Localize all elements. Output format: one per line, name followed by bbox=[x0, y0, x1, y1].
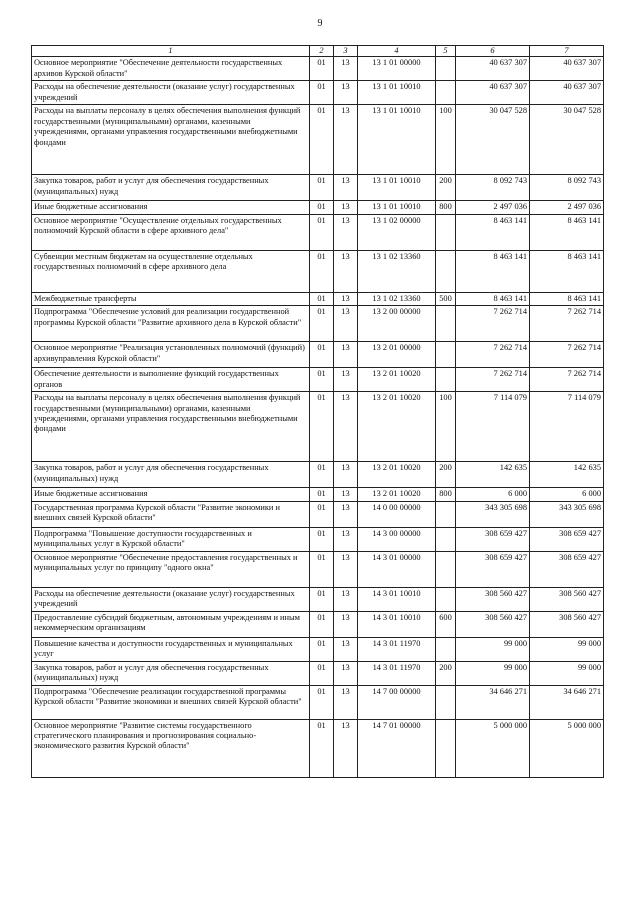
row-target-code: 14 3 01 10010 bbox=[358, 611, 436, 637]
row-subsection-code: 13 bbox=[334, 661, 358, 685]
row-amount-year-1: 2 497 036 bbox=[456, 201, 530, 214]
row-amount-year-2: 308 560 427 bbox=[530, 611, 604, 637]
row-target-code: 13 1 01 10010 bbox=[358, 175, 436, 201]
row-amount-year-1: 142 635 bbox=[456, 462, 530, 488]
table-row bbox=[32, 661, 604, 685]
table-row bbox=[32, 81, 604, 105]
row-target-code: 13 1 02 00000 bbox=[358, 214, 436, 250]
row-description: Закупка товаров, работ и услуг для обеспечения государственных (муниципальных) нужд bbox=[32, 661, 310, 685]
row-amount-year-2: 308 659 427 bbox=[530, 551, 604, 587]
row-section-code: 01 bbox=[310, 501, 334, 527]
table-row bbox=[32, 292, 604, 305]
row-target-code: 13 2 01 10020 bbox=[358, 368, 436, 392]
table-row bbox=[32, 392, 604, 462]
column-header: 7 bbox=[530, 46, 604, 57]
table-row bbox=[32, 611, 604, 637]
row-section-code: 01 bbox=[310, 175, 334, 201]
row-description: Межбюджетные трансферты bbox=[32, 292, 310, 305]
row-expense-type bbox=[436, 527, 456, 551]
row-expense-type: 800 bbox=[436, 488, 456, 501]
row-target-code: 13 1 02 13360 bbox=[358, 250, 436, 292]
row-description: Основное мероприятие "Обеспечение предоставления государственных и муниципальных услуг по принципу "одного окна" bbox=[32, 551, 310, 587]
row-amount-year-1: 40 637 307 bbox=[456, 57, 530, 81]
row-expense-type bbox=[436, 719, 456, 777]
row-target-code: 13 2 01 00000 bbox=[358, 342, 436, 368]
row-amount-year-1: 99 000 bbox=[456, 637, 530, 661]
row-target-code: 13 1 01 10010 bbox=[358, 81, 436, 105]
row-section-code: 01 bbox=[310, 392, 334, 462]
row-amount-year-2: 30 047 528 bbox=[530, 105, 604, 175]
row-target-code: 13 1 01 10010 bbox=[358, 105, 436, 175]
row-subsection-code: 13 bbox=[334, 392, 358, 462]
table-row bbox=[32, 587, 604, 611]
row-amount-year-2: 40 637 307 bbox=[530, 57, 604, 81]
row-amount-year-2: 7 262 714 bbox=[530, 342, 604, 368]
row-description: Основное мероприятие "Обеспечение деятельности государственных архивов Курской области" bbox=[32, 57, 310, 81]
row-amount-year-2: 6 000 bbox=[530, 488, 604, 501]
row-amount-year-1: 7 262 714 bbox=[456, 368, 530, 392]
row-target-code: 13 2 01 10020 bbox=[358, 392, 436, 462]
row-amount-year-1: 8 092 743 bbox=[456, 175, 530, 201]
row-expense-type bbox=[436, 685, 456, 719]
row-amount-year-2: 99 000 bbox=[530, 637, 604, 661]
row-expense-type: 200 bbox=[436, 661, 456, 685]
table-row bbox=[32, 719, 604, 777]
row-target-code: 14 3 00 00000 bbox=[358, 527, 436, 551]
row-expense-type bbox=[436, 81, 456, 105]
row-amount-year-2: 40 637 307 bbox=[530, 81, 604, 105]
row-section-code: 01 bbox=[310, 685, 334, 719]
row-description: Обеспечение деятельности и выполнение функций государственных органов bbox=[32, 368, 310, 392]
row-description: Расходы на обеспечение деятельности (оказание услуг) государственных учреждений bbox=[32, 81, 310, 105]
table-header-row bbox=[32, 46, 604, 57]
row-amount-year-1: 8 463 141 bbox=[456, 292, 530, 305]
row-subsection-code: 13 bbox=[334, 462, 358, 488]
row-expense-type bbox=[436, 57, 456, 81]
row-expense-type: 500 bbox=[436, 292, 456, 305]
row-section-code: 01 bbox=[310, 306, 334, 342]
row-subsection-code: 13 bbox=[334, 57, 358, 81]
row-expense-type bbox=[436, 587, 456, 611]
row-amount-year-2: 7 262 714 bbox=[530, 306, 604, 342]
row-section-code: 01 bbox=[310, 105, 334, 175]
row-target-code: 14 3 01 11970 bbox=[358, 637, 436, 661]
table-row bbox=[32, 214, 604, 250]
row-amount-year-1: 308 659 427 bbox=[456, 527, 530, 551]
row-description: Предоставление субсидий бюджетным, автономным учреждениям и иным некоммерческим организациям bbox=[32, 611, 310, 637]
row-target-code: 13 2 01 10020 bbox=[358, 488, 436, 501]
row-section-code: 01 bbox=[310, 250, 334, 292]
row-amount-year-1: 308 659 427 bbox=[456, 551, 530, 587]
row-expense-type bbox=[436, 368, 456, 392]
row-subsection-code: 13 bbox=[334, 292, 358, 305]
row-subsection-code: 13 bbox=[334, 719, 358, 777]
row-subsection-code: 13 bbox=[334, 306, 358, 342]
row-amount-year-1: 308 560 427 bbox=[456, 587, 530, 611]
row-description: Основное мероприятие "Развитие системы государственного стратегического планирования и прогнозирования социально-экономического развития Курской области" bbox=[32, 719, 310, 777]
row-expense-type: 800 bbox=[436, 201, 456, 214]
row-target-code: 14 7 01 00000 bbox=[358, 719, 436, 777]
row-target-code: 13 2 00 00000 bbox=[358, 306, 436, 342]
column-header: 6 bbox=[456, 46, 530, 57]
row-amount-year-1: 308 560 427 bbox=[456, 611, 530, 637]
row-description: Основное мероприятие "Реализация установленных полномочий (функций) архивуправления Курской области" bbox=[32, 342, 310, 368]
table-row bbox=[32, 105, 604, 175]
row-subsection-code: 13 bbox=[334, 685, 358, 719]
row-section-code: 01 bbox=[310, 637, 334, 661]
row-amount-year-2: 8 463 141 bbox=[530, 214, 604, 250]
row-section-code: 01 bbox=[310, 81, 334, 105]
row-amount-year-1: 7 262 714 bbox=[456, 342, 530, 368]
row-description: Государственная программа Курской области "Развитие экономики и внешних связей Курской области" bbox=[32, 501, 310, 527]
table-row bbox=[32, 462, 604, 488]
row-expense-type: 600 bbox=[436, 611, 456, 637]
row-amount-year-2: 8 463 141 bbox=[530, 250, 604, 292]
row-amount-year-2: 308 560 427 bbox=[530, 587, 604, 611]
row-target-code: 13 2 01 10020 bbox=[358, 462, 436, 488]
row-amount-year-1: 7 114 079 bbox=[456, 392, 530, 462]
table-row bbox=[32, 175, 604, 201]
row-expense-type bbox=[436, 214, 456, 250]
row-description: Закупка товаров, работ и услуг для обеспечения государственных (муниципальных) нужд bbox=[32, 462, 310, 488]
row-amount-year-2: 7 114 079 bbox=[530, 392, 604, 462]
row-subsection-code: 13 bbox=[334, 551, 358, 587]
row-amount-year-2: 8 463 141 bbox=[530, 292, 604, 305]
row-target-code: 14 3 01 00000 bbox=[358, 551, 436, 587]
row-subsection-code: 13 bbox=[334, 368, 358, 392]
row-amount-year-1: 40 637 307 bbox=[456, 81, 530, 105]
row-amount-year-2: 343 305 698 bbox=[530, 501, 604, 527]
row-section-code: 01 bbox=[310, 214, 334, 250]
row-amount-year-1: 7 262 714 bbox=[456, 306, 530, 342]
table-row bbox=[32, 306, 604, 342]
row-amount-year-1: 34 646 271 bbox=[456, 685, 530, 719]
row-subsection-code: 13 bbox=[334, 250, 358, 292]
row-section-code: 01 bbox=[310, 462, 334, 488]
row-amount-year-1: 99 000 bbox=[456, 661, 530, 685]
row-amount-year-2: 5 000 000 bbox=[530, 719, 604, 777]
row-subsection-code: 13 bbox=[334, 81, 358, 105]
row-description: Иные бюджетные ассигнования bbox=[32, 201, 310, 214]
row-target-code: 14 0 00 00000 bbox=[358, 501, 436, 527]
row-target-code: 13 1 02 13360 bbox=[358, 292, 436, 305]
row-amount-year-1: 6 000 bbox=[456, 488, 530, 501]
row-expense-type bbox=[436, 342, 456, 368]
row-description: Субвенции местным бюджетам на осуществление отдельных государственных полномочий в сфере архивного дела bbox=[32, 250, 310, 292]
table-row bbox=[32, 685, 604, 719]
table-row bbox=[32, 637, 604, 661]
row-amount-year-2: 142 635 bbox=[530, 462, 604, 488]
row-expense-type: 200 bbox=[436, 462, 456, 488]
row-amount-year-2: 34 646 271 bbox=[530, 685, 604, 719]
row-section-code: 01 bbox=[310, 57, 334, 81]
column-header: 1 bbox=[32, 46, 310, 57]
row-amount-year-2: 99 000 bbox=[530, 661, 604, 685]
table-row bbox=[32, 342, 604, 368]
row-expense-type bbox=[436, 501, 456, 527]
row-amount-year-1: 8 463 141 bbox=[456, 214, 530, 250]
row-target-code: 13 1 01 10010 bbox=[358, 201, 436, 214]
row-amount-year-1: 30 047 528 bbox=[456, 105, 530, 175]
row-section-code: 01 bbox=[310, 342, 334, 368]
row-description: Основное мероприятие "Осуществление отдельных государственных полномочий Курской области в сфере архивного дела" bbox=[32, 214, 310, 250]
budget-table bbox=[31, 45, 604, 778]
row-section-code: 01 bbox=[310, 587, 334, 611]
row-description: Расходы на обеспечение деятельности (оказание услуг) государственных учреждений bbox=[32, 587, 310, 611]
table-row bbox=[32, 250, 604, 292]
row-description: Подпрограмма "Обеспечение условий для реализации государственной программы Курской области "Развитие архивного дела в Курской области" bbox=[32, 306, 310, 342]
row-description: Иные бюджетные ассигнования bbox=[32, 488, 310, 501]
row-section-code: 01 bbox=[310, 201, 334, 214]
row-subsection-code: 13 bbox=[334, 488, 358, 501]
table-row bbox=[32, 527, 604, 551]
table-row bbox=[32, 551, 604, 587]
row-amount-year-2: 7 262 714 bbox=[530, 368, 604, 392]
row-target-code: 14 7 00 00000 bbox=[358, 685, 436, 719]
row-amount-year-2: 308 659 427 bbox=[530, 527, 604, 551]
row-description: Повышение качества и доступности государственных и муниципальных услуг bbox=[32, 637, 310, 661]
row-amount-year-1: 343 305 698 bbox=[456, 501, 530, 527]
table-row bbox=[32, 201, 604, 214]
row-description: Подпрограмма "Обеспечение реализации государственной программы Курской области "Развитие экономики и внешних связей Курской области" bbox=[32, 685, 310, 719]
table-row bbox=[32, 368, 604, 392]
page-number: 9 bbox=[317, 18, 323, 29]
column-header: 3 bbox=[334, 46, 358, 57]
row-target-code: 14 3 01 11970 bbox=[358, 661, 436, 685]
row-section-code: 01 bbox=[310, 527, 334, 551]
row-expense-type bbox=[436, 306, 456, 342]
row-subsection-code: 13 bbox=[334, 527, 358, 551]
row-expense-type bbox=[436, 637, 456, 661]
table-row bbox=[32, 488, 604, 501]
table-row bbox=[32, 501, 604, 527]
table-row bbox=[32, 57, 604, 81]
row-amount-year-1: 5 000 000 bbox=[456, 719, 530, 777]
row-subsection-code: 13 bbox=[334, 201, 358, 214]
row-subsection-code: 13 bbox=[334, 105, 358, 175]
row-section-code: 01 bbox=[310, 292, 334, 305]
column-header: 4 bbox=[358, 46, 436, 57]
row-section-code: 01 bbox=[310, 611, 334, 637]
row-subsection-code: 13 bbox=[334, 637, 358, 661]
row-expense-type bbox=[436, 551, 456, 587]
row-expense-type bbox=[436, 250, 456, 292]
row-expense-type: 100 bbox=[436, 105, 456, 175]
column-header: 2 bbox=[310, 46, 334, 57]
row-section-code: 01 bbox=[310, 368, 334, 392]
row-description: Закупка товаров, работ и услуг для обеспечения государственных (муниципальных) нужд bbox=[32, 175, 310, 201]
row-description: Подпрограмма "Повышение доступности государственных и муниципальных услуг в Курской области" bbox=[32, 527, 310, 551]
row-subsection-code: 13 bbox=[334, 214, 358, 250]
row-expense-type: 100 bbox=[436, 392, 456, 462]
row-subsection-code: 13 bbox=[334, 342, 358, 368]
row-expense-type: 200 bbox=[436, 175, 456, 201]
row-description: Расходы на выплаты персоналу в целях обеспечения выполнения функций государственными (муниципальными) органами, казенными учреждениями, органами управления государственными внебюджетными фондами bbox=[32, 105, 310, 175]
row-section-code: 01 bbox=[310, 661, 334, 685]
row-target-code: 13 1 01 00000 bbox=[358, 57, 436, 81]
row-section-code: 01 bbox=[310, 551, 334, 587]
row-subsection-code: 13 bbox=[334, 611, 358, 637]
row-amount-year-1: 8 463 141 bbox=[456, 250, 530, 292]
row-subsection-code: 13 bbox=[334, 175, 358, 201]
row-section-code: 01 bbox=[310, 488, 334, 501]
row-description: Расходы на выплаты персоналу в целях обеспечения выполнения функций государственными (муниципальными) органами, казенными учреждениями, органами управления государственными внебюджетными фондами bbox=[32, 392, 310, 462]
row-subsection-code: 13 bbox=[334, 587, 358, 611]
column-header: 5 bbox=[436, 46, 456, 57]
row-subsection-code: 13 bbox=[334, 501, 358, 527]
row-target-code: 14 3 01 10010 bbox=[358, 587, 436, 611]
row-amount-year-2: 2 497 036 bbox=[530, 201, 604, 214]
row-section-code: 01 bbox=[310, 719, 334, 777]
row-amount-year-2: 8 092 743 bbox=[530, 175, 604, 201]
